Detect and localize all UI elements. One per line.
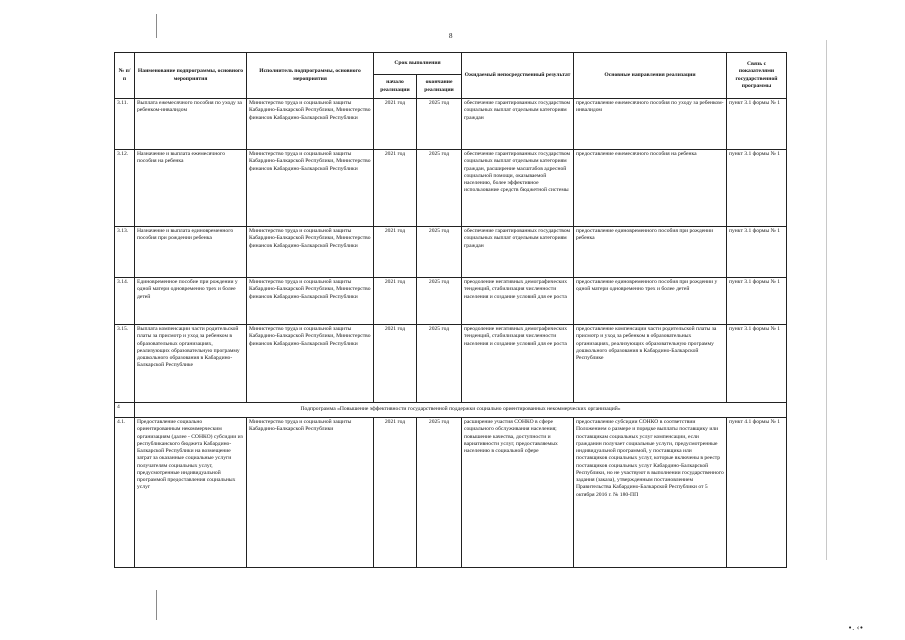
row-name: Предоставление социально ориентированным некоммерческим организациям (далее - СОНКО) субсидии из республиканского бюджета Кабардино-Балкарской Республики на возмещение затрат за оказанные социальные услуги получателям социальных услуг, предусмотренные индивидуальной программой предоставления социальных услуг bbox=[135, 418, 247, 568]
header-result: Ожидаемый непосредственный результат bbox=[462, 53, 574, 99]
row-link: пункт 3.1 формы № 1 bbox=[727, 325, 787, 403]
table-row bbox=[115, 418, 787, 568]
row-start: 2021 год bbox=[374, 325, 417, 403]
row-start: 2021 год bbox=[374, 99, 417, 150]
row-exec: Министерство труда и социальной защиты Кабардино-Балкарской Республики, Министерство финансов Кабардино-Балкарской Республики bbox=[247, 150, 374, 227]
table-row bbox=[115, 325, 787, 403]
row-name: Назначение и выплата ежемесячного пособия на ребенка bbox=[135, 150, 247, 227]
header-start: начало реализации bbox=[374, 75, 417, 99]
header-exec: Исполнитель подпрограммы, основного мероприятия bbox=[247, 53, 374, 99]
row-link: пункт 3.1 формы № 1 bbox=[727, 150, 787, 227]
row-end: 2025 год bbox=[417, 278, 462, 325]
row-result: обеспечение гарантированных государством социальных выплат отдельным категориям граждан bbox=[462, 227, 574, 278]
row-exec: Министерство труда и социальной защиты Кабардино-Балкарской Республики, Министерство финансов Кабардино-Балкарской Республики bbox=[247, 99, 374, 150]
measures-table bbox=[114, 52, 787, 568]
subprogram-num: 4 bbox=[115, 403, 135, 418]
row-direction: предоставление единовременного пособия при рождении ребенка bbox=[574, 227, 727, 278]
row-num: 3.15. bbox=[115, 325, 135, 403]
header-end: окончание реализации bbox=[417, 75, 462, 99]
table-row bbox=[115, 150, 787, 227]
row-num: 4.1. bbox=[115, 418, 135, 568]
row-result: преодоление негативных демографических тенденций, стабилизация численности населения и создание условий для ее роста bbox=[462, 278, 574, 325]
row-result: расширение участия СОНКО в сфере социального обслуживания населения; повышение качества, доступности и вариативности услуг, предоставляемых населению в социальной сфере bbox=[462, 418, 574, 568]
row-name: Выплата компенсации части родительской платы за присмотр и уход за ребенком в образовательных организациях, реализующих образовательную программу дошкольного образования в Кабардино-Балкарской Республике bbox=[135, 325, 247, 403]
table-row bbox=[115, 227, 787, 278]
row-link: пункт 3.1 формы № 1 bbox=[727, 227, 787, 278]
row-direction: предоставление ежемесячного пособия на ребенка bbox=[574, 150, 727, 227]
subprogram-title: Подпрограмма «Повышение эффективности государственной поддержки социально ориентированных некоммерческих организаций» bbox=[135, 403, 787, 418]
scan-mark-right bbox=[826, 40, 827, 560]
row-result: обеспечение гарантированных государством социальных выплат отдельным категориям граждан bbox=[462, 99, 574, 150]
row-link: пункт 4.1 формы № 1 bbox=[727, 418, 787, 568]
header-term: Срок выполнения bbox=[374, 53, 462, 75]
row-link: пункт 3.1 формы № 1 bbox=[727, 99, 787, 150]
row-exec: Министерство труда и социальной защиты Кабардино-Балкарской Республики, Министерство финансов Кабардино-Балкарской Республики bbox=[247, 278, 374, 325]
row-end: 2025 год bbox=[417, 418, 462, 568]
row-name: Единовременное пособие при рождении у одной матери одновременно трех и более детей bbox=[135, 278, 247, 325]
row-end: 2025 год bbox=[417, 227, 462, 278]
row-num: 3.11. bbox=[115, 99, 135, 150]
header-link: Связь с показателями государственной программы bbox=[727, 53, 787, 99]
row-start: 2021 год bbox=[374, 150, 417, 227]
row-end: 2025 год bbox=[417, 150, 462, 227]
scan-mark-left-top bbox=[156, 14, 157, 38]
row-num: 3.12. bbox=[115, 150, 135, 227]
row-link: пункт 3.1 формы № 1 bbox=[727, 278, 787, 325]
subprogram-row bbox=[115, 403, 787, 418]
header-direction: Основные направления реализации bbox=[574, 53, 727, 99]
row-result: обеспечение гарантированных государством социальных выплат отдельным категориям граждан, расширение масштабов адресной социальной помощи, оказываемой населению, более эффективное использование средств бюджетной системы bbox=[462, 150, 574, 227]
row-start: 2021 год bbox=[374, 278, 417, 325]
row-exec: Министерство труда и социальной защиты Кабардино-Балкарской Республики bbox=[247, 418, 374, 568]
scan-mark-left-bottom bbox=[156, 590, 157, 620]
row-result: преодоление негативных демографических тенденций, стабилизация численности населения и создание условий для ее роста bbox=[462, 325, 574, 403]
row-start: 2021 год bbox=[374, 418, 417, 568]
row-name: Назначение и выплата единовременного пособия при рождении ребенка bbox=[135, 227, 247, 278]
row-direction: предоставление субсидии СОНКО в соответствии Положением о размере и порядке выплаты поставщику или поставщикам социальных услуг компенсации, если гражданин получает социальные услуги, предусмотренные индивидуальной программой, у поставщика или поставщиков социальных услуг, которые включены в реестр поставщиков социальных услуг Кабардино-Балкарской Республики, но не участвуют в выполнении государственного задания (заказа), утвержденным постановлением Правительства Кабардино-Балкарской Республики от 5 октября 2016 г. № 180-ПП bbox=[574, 418, 727, 568]
row-num: 3.14. bbox=[115, 278, 135, 325]
row-name: Выплата ежемесячного пособия по уходу за ребенком-инвалидом bbox=[135, 99, 247, 150]
row-num: 3.13. bbox=[115, 227, 135, 278]
header-num: № п/п bbox=[115, 53, 135, 99]
page-number: 8 bbox=[449, 32, 453, 40]
row-direction: предоставление единовременного пособия при рождении у одной матери одновременно трех и более детей bbox=[574, 278, 727, 325]
row-start: 2021 год bbox=[374, 227, 417, 278]
table-row bbox=[115, 99, 787, 150]
row-end: 2025 год bbox=[417, 325, 462, 403]
header-name: Наименование подпрограммы, основного мероприятия bbox=[135, 53, 247, 99]
table-row bbox=[115, 278, 787, 325]
row-end: 2025 год bbox=[417, 99, 462, 150]
row-exec: Министерство труда и социальной защиты Кабардино-Балкарской Республики, Министерство финансов Кабардино-Балкарской Республики bbox=[247, 227, 374, 278]
row-direction: предоставление компенсации части родительской платы за присмотр и уход за ребенком в образовательных организациях, реализующих образовательную программу дошкольного образования в Кабардино-Балкарской Республике bbox=[574, 325, 727, 403]
row-direction: предоставление ежемесячного пособия по уходу за ребенком-инвалидом bbox=[574, 99, 727, 150]
row-exec: Министерство труда и социальной защиты Кабардино-Балкарской Республики, Министерство финансов Кабардино-Балкарской Республики bbox=[247, 325, 374, 403]
scan-corner-marks: •. ‹• bbox=[848, 624, 864, 632]
